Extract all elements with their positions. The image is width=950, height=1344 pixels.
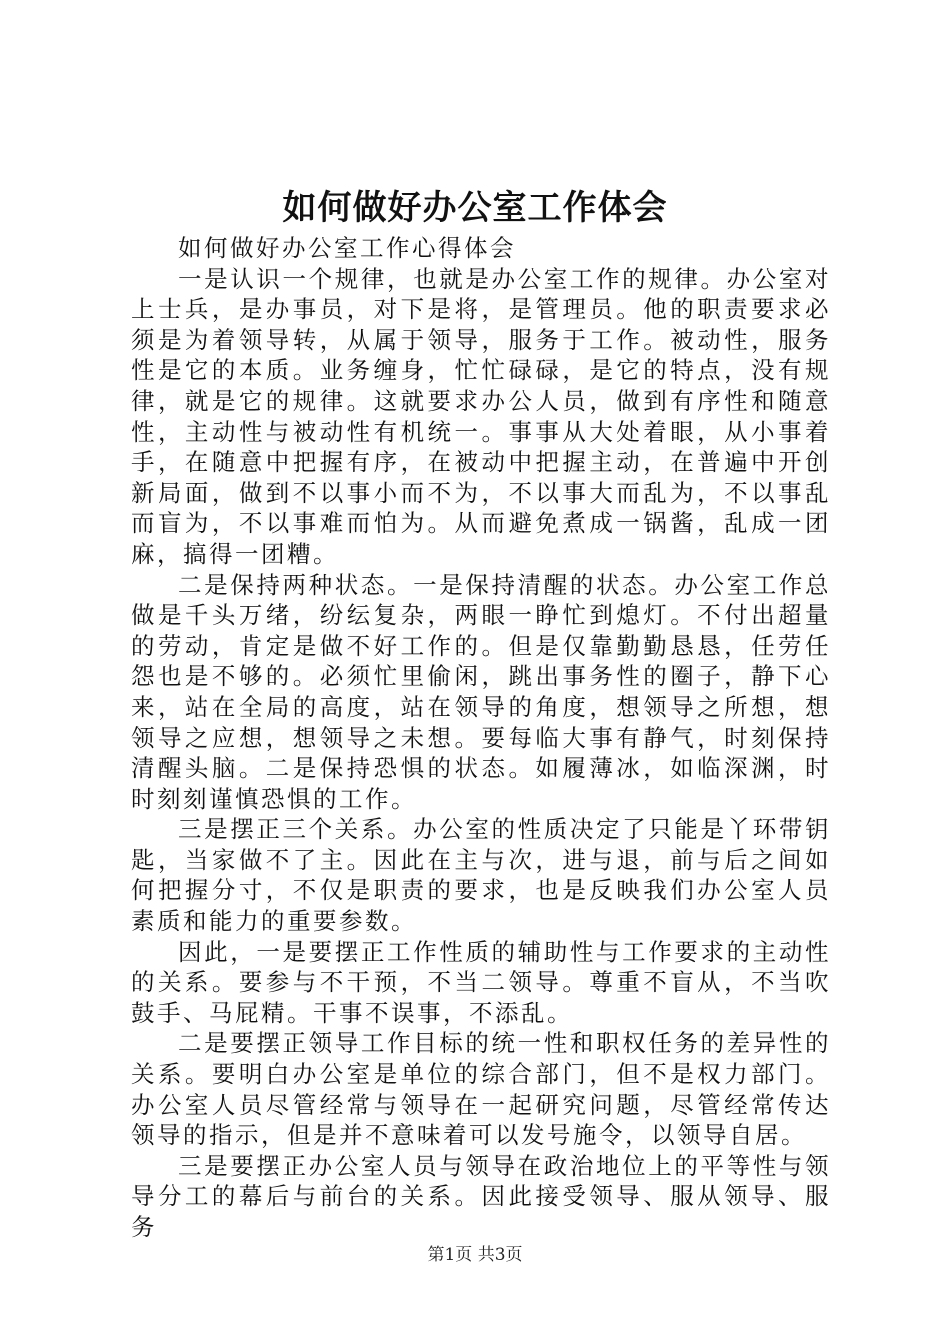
body-paragraph: 二是保持两种状态。一是保持清醒的状态。办公室工作总做是千头万绪，纷纭复杂，两眼一睁忙到熄灯。不付出超量的劳动，肯定是做不好工作的。但是仅靠勤勤恳恳，任劳任怨也是不够的。必须忙里偷闲，跳出事务性的圈子，静下心来，站在全局的高度，站在领导的角度，想领导之所想，想领导之应想，想领导之未想。要每临大事有静气，时刻保持清醒头脑。二是保持恐惧的状态。如履薄冰，如临深渊，时时刻刻谨慎恐惧的工作。 [131,570,831,813]
document-title: 如何做好办公室工作体会 [282,188,668,228]
body-paragraph: 三是要摆正办公室人员与领导在政治地位上的平等性与领导分工的幕后与前台的关系。因此接受领导、服从领导、服务 [131,1151,831,1241]
body-paragraph: 二是要摆正领导工作目标的统一性和职权任务的差异性的关系。要明白办公室是单位的综合部门，但不是权力部门。办公室人员尽管经常与领导在一起研究问题，尽管经常传达领导的指示，但是并不意味着可以发号施令，以领导自居。 [131,1029,831,1150]
body-paragraph: 三是摆正三个关系。办公室的性质决定了只能是丫环带钥匙，当家做不了主。因此在主与次，进与退，前与后之间如何把握分寸，不仅是职责的要求，也是反映我们办公室人员素质和能力的重要参数。 [131,815,831,936]
subtitle-paragraph: 如何做好办公室工作心得体会 [178,234,516,262]
body-paragraph: 因此，一是要摆正工作性质的辅助性与工作要求的主动性的关系。要参与不干预，不当二领导。尊重不盲从，不当吹鼓手、马屁精。干事不误事，不添乱。 [131,937,831,1027]
page-number-footer: 第1页 共3页 [427,1245,523,1265]
body-paragraph: 一是认识一个规律，也就是办公室工作的规律。办公室对上士兵，是办事员，对下是将，是管理员。他的职责要求必须是为着领导转，从属于领导，服务于工作。被动性，服务性是它的本质。业务缠身，忙忙碌碌，是它的特点，没有规律，就是它的规律。这就要求办公人员，做到有序性和随意性，主动性与被动性有机统一。事事从大处着眼，从小事着手，在随意中把握有序，在被动中把握主动，在普遍中开创新局面，做到不以事小而不为，不以事大而乱为，不以事乱而盲为，不以事难而怕为。从而避免煮成一锅酱，乱成一团麻，搞得一团糟。 [131,264,831,568]
document-body [131,233,831,1243]
